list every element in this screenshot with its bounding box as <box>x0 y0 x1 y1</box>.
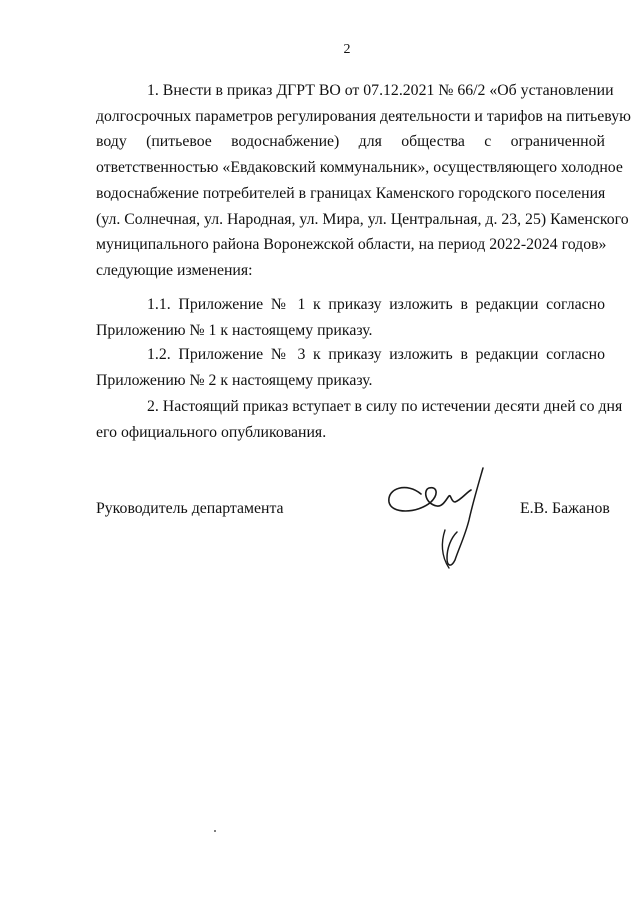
text-line: 2. Настоящий приказ вступает в силу по истечении десяти дней со дня <box>147 398 623 415</box>
paragraph-1 <box>96 78 631 284</box>
handwritten-signature <box>385 462 495 577</box>
scan-speck <box>214 830 216 832</box>
paragraph-1-1 <box>96 292 605 343</box>
text-line: водоснабжение потребителей в границах Каменского городского поселения <box>96 184 606 202</box>
text-line: муниципального района Воронежской области, на период 2022-2024 годов» <box>96 236 607 254</box>
text-line: 1. Внести в приказ ДГРТ ВО от 07.12.2021 № 66/2 «Об установлении <box>147 82 614 99</box>
text-line: Приложению № 2 к настоящему приказу. <box>96 371 373 389</box>
text-line: ответственностью «Евдаковский коммунальник», осуществляющего холодное <box>96 159 623 177</box>
text-line: долгосрочных параметров регулирования деятельности и тарифов на питьевую <box>96 107 631 125</box>
paragraph-1-2 <box>96 342 605 393</box>
text-line: Приложению № 1 к настоящему приказу. <box>96 321 373 339</box>
paragraph-2 <box>96 394 623 445</box>
text-line: его официального опубликования. <box>96 423 327 441</box>
text-line: 1.1. Приложение № 1 к приказу изложить в редакции согласно <box>147 296 605 313</box>
text-line: следующие изменения: <box>96 261 253 279</box>
signer-title: Руководитель департамента <box>96 500 284 517</box>
text-line: (ул. Солнечная, ул. Народная, ул. Мира, ул. Центральная, д. 23, 25) Каменского <box>96 210 629 228</box>
signer-name: Е.В. Бажанов <box>520 500 610 517</box>
text-line: воду (питьевое водоснабжение) для общества с ограниченной <box>96 133 605 151</box>
text-line: 1.2. Приложение № 3 к приказу изложить в редакции согласно <box>147 346 605 363</box>
page-number: 2 <box>343 42 351 57</box>
